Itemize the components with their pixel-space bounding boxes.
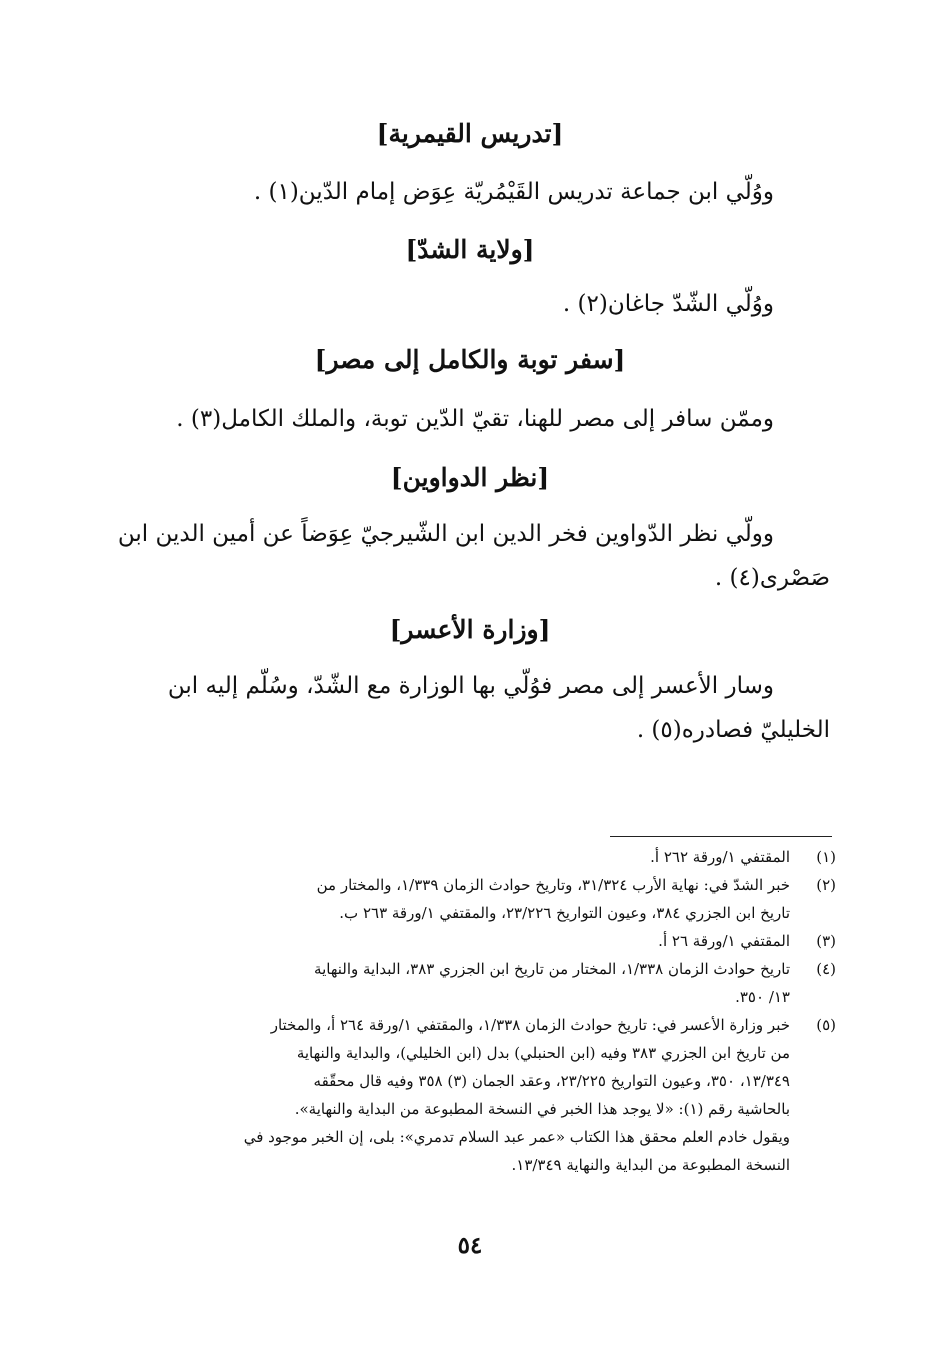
footnote-text	[104, 871, 790, 927]
footnote-1	[104, 843, 836, 871]
footnote-line: ويقول خادم العلم محقق هذا الكتاب «عمر عبد السلام تدمري»: بلى، إن الخبر موجود في	[243, 1128, 790, 1146]
paragraph-line: وممّن سافر إلى مصر للهنا، تقيّ الدّين توبة، والملك الكامل(٣) .	[176, 406, 774, 432]
section-heading-shadd: [ولاية الشدّ]	[405, 235, 535, 264]
footnote-line: النسخة المطبوعة من البداية والنهاية ١٣/٣٤٩.	[511, 1156, 790, 1174]
footnote-text	[104, 927, 790, 955]
footnote-number: (٢)	[816, 876, 836, 894]
footnote-line: تاريخ حوادث الزمان ١/٣٣٨، المختار من تاريخ ابن الجزري ٣٨٣، البداية والنهاية	[314, 960, 790, 978]
paragraph-line: ووُلّي الشّدّ جاغان(٢) .	[562, 291, 774, 317]
footnote-line: ١٣/٣٤٩، ٣٥٠، وعيون التواريخ ٢٣/٢٢٥، وعقد الجمان (٣) ٣٥٨ وفيه قال محقّقه	[313, 1072, 790, 1090]
paragraph-line: صَصْرى(٤) .	[714, 565, 830, 591]
footnotes	[104, 843, 836, 1179]
section-heading-dawawin: [نظر الدواوين]	[390, 463, 550, 492]
section-paragraph-dawawin	[110, 512, 830, 600]
section-paragraph-aasar	[110, 664, 830, 752]
footnote-separator	[610, 836, 832, 837]
footnote-text	[104, 955, 790, 1011]
section-heading-aasar: [وزارة الأعسر]	[389, 615, 551, 644]
footnote-number: (٤)	[816, 960, 836, 978]
footnote-line: ١٣/ ٣٥٠.	[735, 988, 790, 1006]
footnote-text	[104, 843, 790, 871]
footnote-line: من تاريخ ابن الجزري ٣٨٣ وفيه (ابن الحنبلي) بدل (ابن الخليلي)، والبداية والنهاية	[296, 1044, 790, 1062]
section-heading-tawba-kamil: [سفر توبة والكامل إلى مصر]	[314, 345, 626, 374]
footnote-line: خبر وزارة الأعسر في: تاريخ حوادث الزمان ١/٣٣٨، والمقتفي ١/ورقة ٢٦٤ أ، والمختار	[270, 1016, 790, 1034]
section-paragraph-tawba-kamil	[110, 397, 830, 441]
footnote-number: (١)	[816, 848, 836, 866]
page-number: ٥٤	[457, 1232, 483, 1259]
footnote-4	[104, 955, 836, 1011]
footnote-line: المقتفي ١/ورقة ٢٦٢ أ.	[650, 848, 790, 866]
footnote-5	[104, 1011, 836, 1179]
paragraph-line: وسار الأعسر إلى مصر فوُلّي بها الوزارة مع الشّدّ، وسُلّم إليه ابن	[167, 673, 774, 699]
section-paragraph-qaymariyya	[110, 170, 830, 214]
section-paragraph-shadd	[110, 282, 830, 326]
footnote-3	[104, 927, 836, 955]
footnote-line: خبر الشدّ في: نهاية الأرب ٣١/٣٢٤، وتاريخ حوادث الزمان ١/٣٣٩، والمختار من	[316, 876, 790, 894]
footnote-text	[104, 1011, 790, 1179]
footnote-line: تاريخ ابن الجزري ٣٨٤، وعيون التواريخ ٢٣/٢٢٦، والمقتفي ١/ورقة ٢٦٣ ب.	[339, 904, 790, 922]
paragraph-line: الخليليّ فصادره(٥) .	[636, 717, 830, 743]
paragraph-line: ووُلّي ابن جماعة تدريس القَيْمُريّة عِوَض إمام الدّين(١) .	[253, 179, 774, 205]
footnote-number: (٣)	[816, 932, 836, 950]
footnote-line: بالحاشية رقم (١): «لا يوجد هذا الخبر في النسخة المطبوعة من البداية والنهاية».	[294, 1100, 790, 1118]
section-heading-qaymariyya: [تدريس القيمرية]	[376, 119, 564, 148]
footnote-2	[104, 871, 836, 927]
footnote-number: (٥)	[816, 1016, 836, 1034]
paragraph-line: وولّي نظر الدّواوين فخر الدين ابن الشّيرجيّ عِوَضاً عن أمين الدين ابن	[117, 521, 774, 547]
footnote-line: المقتفي ١/ورقة ٢٦ أ.	[658, 932, 790, 950]
